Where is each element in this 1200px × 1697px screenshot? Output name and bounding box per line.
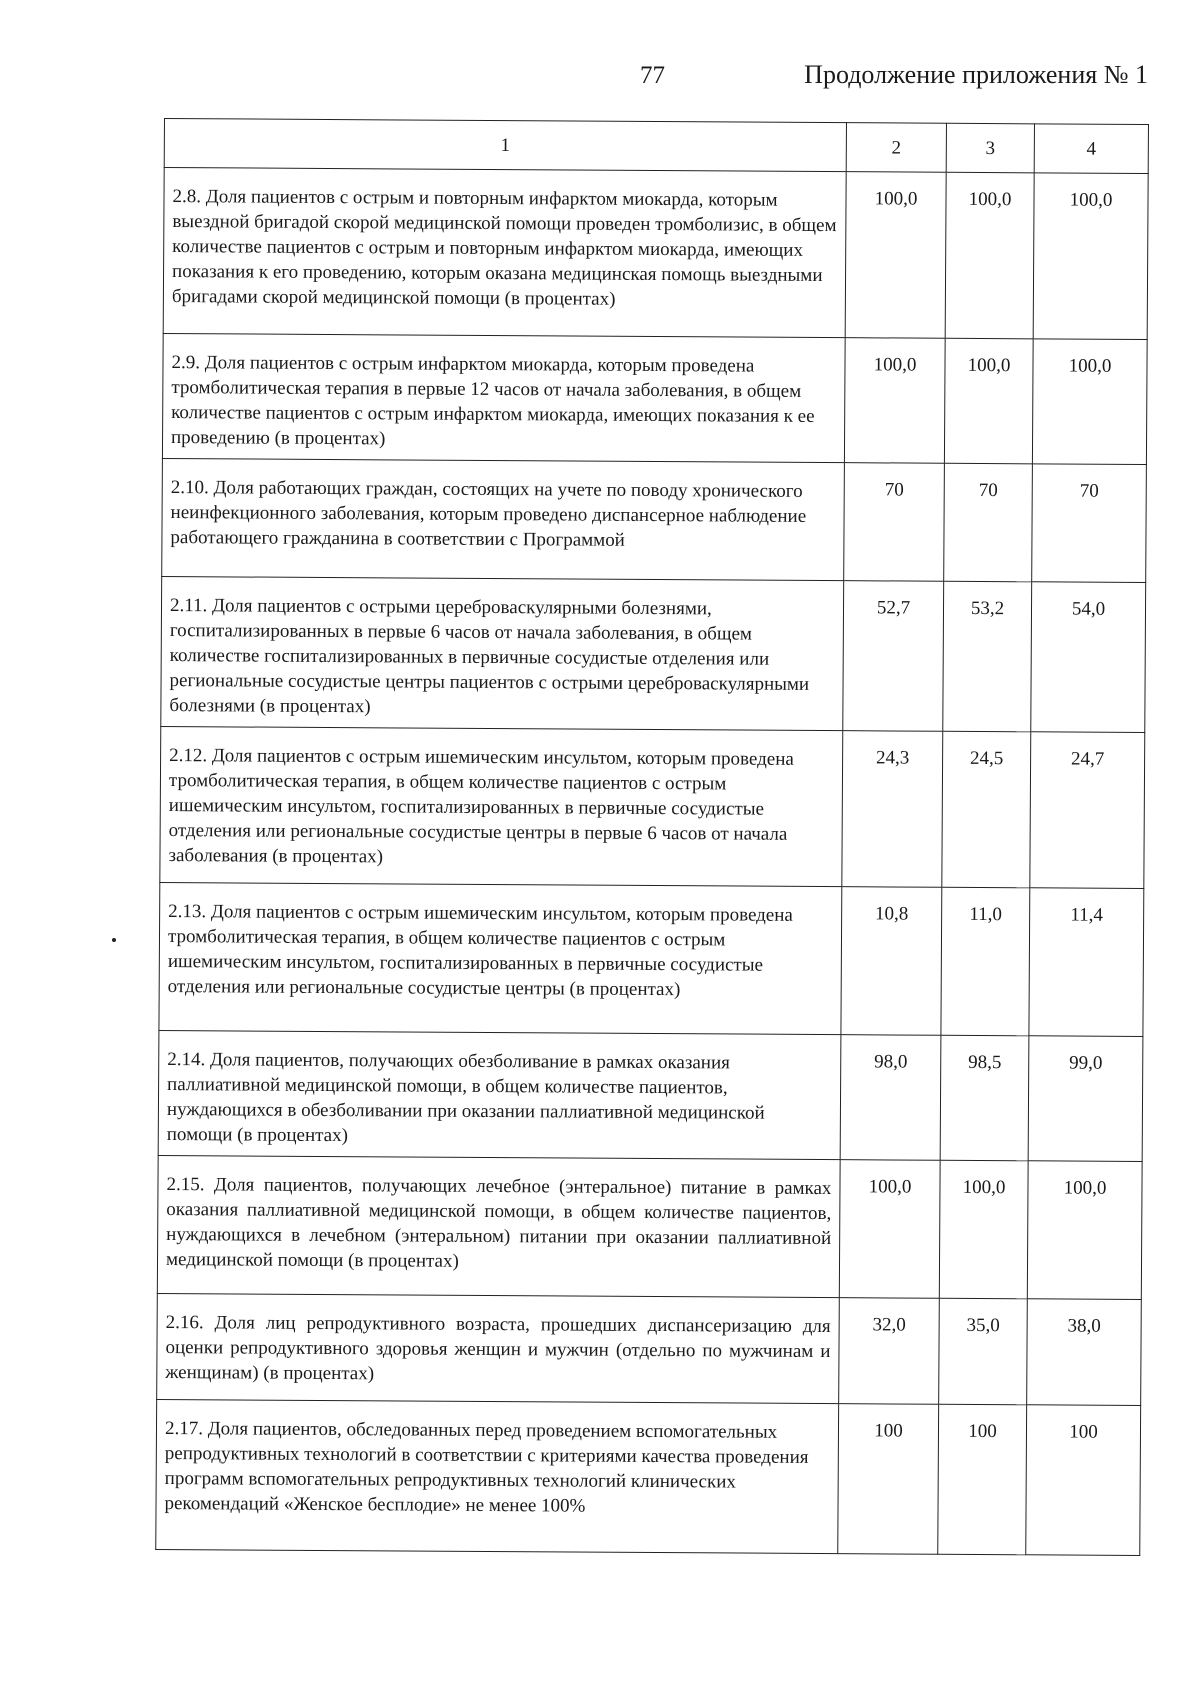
value-col-3: 100,0 [944, 338, 1033, 464]
table-header-row [164, 119, 1148, 174]
value-col-3: 100,0 [939, 1160, 1028, 1299]
indicator-label: 2.9. Доля пациентов с острым инфарктом миокарда, которым проведена тромболитическая терапия в первые 12 часов от начала заболевания, в общем количестве пациентов с острым инфарктом миокарда, имеющих показания к ее проведению (в процентах) [162, 333, 845, 462]
indicator-label: 2.8. Доля пациентов с острым и повторным инфарктом миокарда, которым выездной бригадой скорой медицинской помощи проведен тромболизис, в общем количестве пациентов с острым и повторным инфарктом миокарда, имеющих показания к его проведению, которым оказана медицинская помощь выездными бригадами скорой медицинской помощи (в процентах) [163, 168, 846, 338]
table-row [157, 1293, 1142, 1405]
value-col-2: 24,3 [842, 731, 943, 888]
value-col-3: 70 [944, 463, 1033, 582]
table-row [161, 576, 1146, 732]
column-header-4: 4 [1034, 124, 1148, 174]
value-col-2: 100 [838, 1404, 939, 1555]
table-row [157, 1155, 1142, 1299]
indicator-label: 2.17. Доля пациентов, обследованных перед проведением вспомогательных репродуктивных технологий в соответствии с критериями качества проведения программ вспомогательных репродуктивных технологий клинических рекомендаций «Женское бесплодие» не менее 100% [156, 1399, 839, 1553]
table-row [163, 168, 1148, 340]
table-row [159, 882, 1144, 1036]
value-col-2: 32,0 [839, 1298, 940, 1405]
value-col-4: 100,0 [1033, 173, 1148, 340]
table-row [162, 333, 1147, 464]
indicator-label: 2.10. Доля работающих граждан, состоящих на учете по поводу хронического неинфекционного заболевания, которым проведено диспансерное наблюдение работающего гражданина в соответствии с Программой [162, 458, 845, 580]
table-row [160, 726, 1145, 888]
indicators-table-wrapper [164, 118, 1148, 1550]
value-col-3: 98,5 [940, 1035, 1029, 1161]
value-col-4: 100 [1026, 1405, 1141, 1556]
value-col-2: 52,7 [843, 581, 944, 732]
value-col-4: 11,4 [1029, 888, 1144, 1037]
page-caption: Продолжение приложения № 1 [804, 60, 1148, 89]
scan-dot [112, 938, 116, 942]
value-col-2: 70 [844, 463, 945, 582]
value-col-4: 38,0 [1027, 1299, 1142, 1406]
value-col-3: 53,2 [943, 581, 1032, 732]
indicator-label: 2.12. Доля пациентов с острым ишемическим инсультом, которым проведена тромболитическая терапия, в общем количестве пациентов с острым ишемическим инсультом, госпитализированных в первичные сосудистые отделения или региональные сосудистые центры в первые 6 часов от начала заболевания (в процентах) [160, 726, 843, 886]
value-col-2: 100,0 [845, 172, 946, 339]
value-col-3: 24,5 [942, 731, 1031, 888]
value-col-2: 100,0 [844, 338, 945, 464]
value-col-2: 10,8 [841, 887, 942, 1036]
page-number: 77 [640, 62, 665, 89]
table-row [162, 458, 1147, 582]
value-col-3: 100,0 [945, 172, 1034, 339]
column-header-3: 3 [946, 123, 1034, 173]
value-col-4: 24,7 [1030, 732, 1145, 889]
column-header-1: 1 [164, 119, 846, 172]
table-row [158, 1030, 1143, 1161]
table-row [156, 1399, 1141, 1555]
value-col-4: 54,0 [1031, 582, 1146, 733]
value-col-3: 11,0 [941, 887, 1030, 1036]
indicator-label: 2.14. Доля пациентов, получающих обезболивание в рамках оказания паллиативной медицинской помощи, в общем количестве пациентов, нуждающихся в обезболивании при оказании паллиативной медицинской помощи (в процентах) [158, 1030, 841, 1159]
value-col-4: 100,0 [1027, 1161, 1142, 1300]
value-col-4: 99,0 [1028, 1036, 1143, 1162]
value-col-4: 100,0 [1032, 339, 1147, 465]
value-col-3: 35,0 [939, 1298, 1028, 1405]
indicator-label: 2.13. Доля пациентов с острым ишемическим инсультом, которым проведена тромболитическая терапия, в общем количестве пациентов с острым ишемическим инсультом, госпитализированных в первичные сосудистые отделения или региональные сосудистые центры (в процентах) [159, 882, 842, 1034]
value-col-3: 100 [938, 1404, 1027, 1555]
value-col-4: 70 [1032, 464, 1147, 583]
value-col-2: 98,0 [840, 1035, 941, 1161]
indicator-label: 2.11. Доля пациентов с острыми цереброваскулярными болезнями, госпитализированных в первые 6 часов от начала заболевания, в общем количестве госпитализированных в первичные сосудистые отделения или региональные сосудистые центры пациентов с острыми цереброваскулярными болезнями (в процентах) [161, 576, 844, 730]
indicators-table [155, 118, 1149, 1556]
indicator-label: 2.16. Доля лиц репродуктивного возраста, прошедших диспансеризацию для оценки репродуктивного здоровья женщин и мужчин (отдельно по мужчинам и женщинам) (в процентах) [157, 1293, 840, 1403]
indicator-label: 2.15. Доля пациентов, получающих лечебное (энтеральное) питание в рамках оказания паллиативной медицинской помощи, в общем количестве пациентов, нуждающихся в лечебном (энтеральном) питании при оказании паллиативной медицинской помощи (в процентах) [157, 1155, 840, 1297]
value-col-2: 100,0 [839, 1160, 940, 1299]
column-header-2: 2 [846, 123, 946, 173]
